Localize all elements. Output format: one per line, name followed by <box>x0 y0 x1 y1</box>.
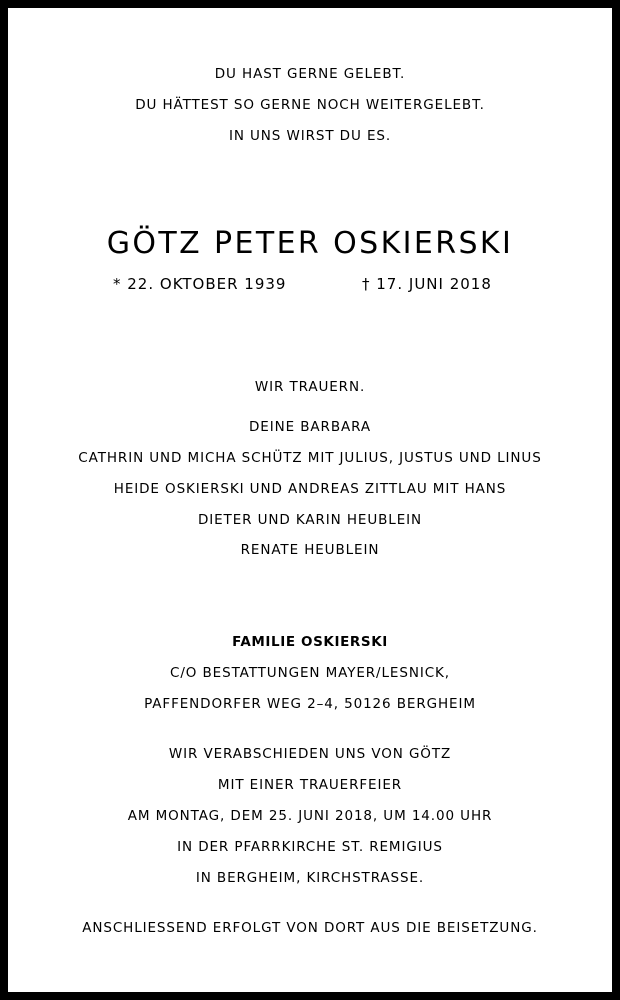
motto-line: DU HÄTTEST SO GERNE NOCH WEITERGELEBT. <box>135 97 485 113</box>
birth-date: * 22. OKTOBER 1939 <box>113 275 287 293</box>
motto-line: IN UNS WIRST DU ES. <box>228 128 392 144</box>
deceased-name: GÖTZ PETER OSKIERSKI <box>106 226 514 261</box>
motto-line: DU HAST GERNE GELEBT. <box>214 66 406 82</box>
mourner-name: HEIDE OSKIERSKI UND ANDREAS ZITTLAU MIT HANS <box>113 481 507 497</box>
mourner-name: RENATE HEUBLEIN <box>240 542 380 558</box>
care-of-line: C/O BESTATTUNGEN MAYER/LESNICK, <box>170 665 450 681</box>
mourner-name: DIETER UND KARIN HEUBLEIN <box>197 512 423 528</box>
ceremony-line: IN BERGHEIM, KIRCHSTRASSE. <box>195 870 425 886</box>
mourner-name: CATHRIN UND MICHA SCHÜTZ MIT JULIUS, JUSTUS UND LINUS <box>78 450 542 466</box>
life-dates <box>0 274 620 296</box>
address-line: PAFFENDORFER WEG 2–4, 50126 BERGHEIM <box>144 696 476 712</box>
mourning-intro: WIR TRAUERN. <box>254 379 366 395</box>
family-name: FAMILIE OSKIERSKI <box>232 634 388 650</box>
ceremony-line: AM MONTAG, DEM 25. JUNI 2018, UM 14.00 UHR <box>127 808 493 824</box>
ceremony-line: WIR VERABSCHIEDEN UNS VON GÖTZ <box>168 746 452 762</box>
ceremony-line: IN DER PFARRKIRCHE ST. REMIGIUS <box>177 839 443 855</box>
death-date: † 17. JUNI 2018 <box>362 275 492 293</box>
mourner-name: DEINE BARBARA <box>249 419 371 435</box>
burial-note: ANSCHLIESSEND ERFOLGT VON DORT AUS DIE BEISETZUNG. <box>82 920 538 936</box>
ceremony-line: MIT EINER TRAUERFEIER <box>217 777 403 793</box>
